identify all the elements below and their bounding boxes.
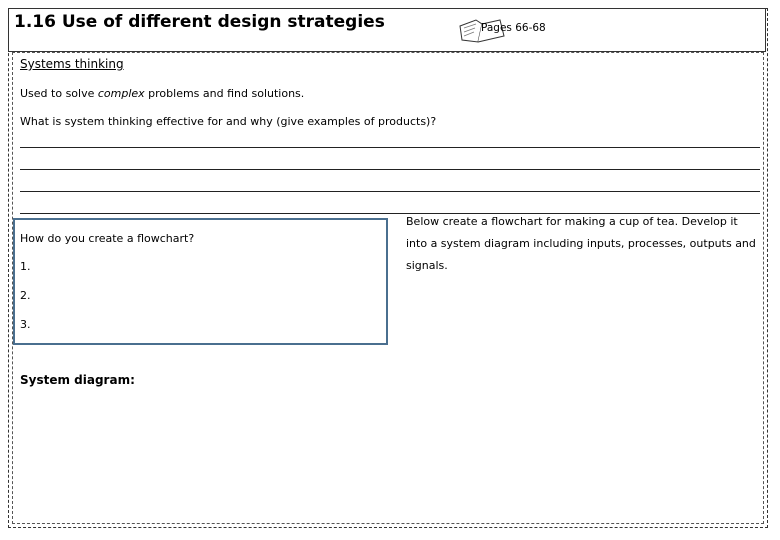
answer-line[interactable] [20, 147, 760, 148]
intro-emphasis: complex [97, 87, 145, 100]
system-diagram-heading: System diagram: [20, 373, 135, 387]
flowchart-step: 3. [20, 318, 31, 331]
section-heading-systems-thinking: Systems thinking [20, 57, 124, 71]
answer-line[interactable] [20, 191, 760, 192]
pages-reference: Pages 66-68 [481, 22, 546, 34]
intro-text: Used to solve complex problems and find solutions. [20, 87, 305, 100]
flowchart-step: 2. [20, 289, 31, 302]
answer-line[interactable] [20, 169, 760, 170]
flowchart-step: 1. [20, 260, 31, 273]
page-title: 1.16 Use of different design strategies [14, 12, 385, 32]
flowchart-question: How do you create a flowchart? [20, 232, 195, 245]
question-text: What is system thinking effective for and why (give examples of products)? [20, 115, 437, 128]
task-instructions: Below create a flowchart for making a cup of tea. Develop it into a system diagram including inputs, processes, outputs and signals. [406, 215, 756, 272]
